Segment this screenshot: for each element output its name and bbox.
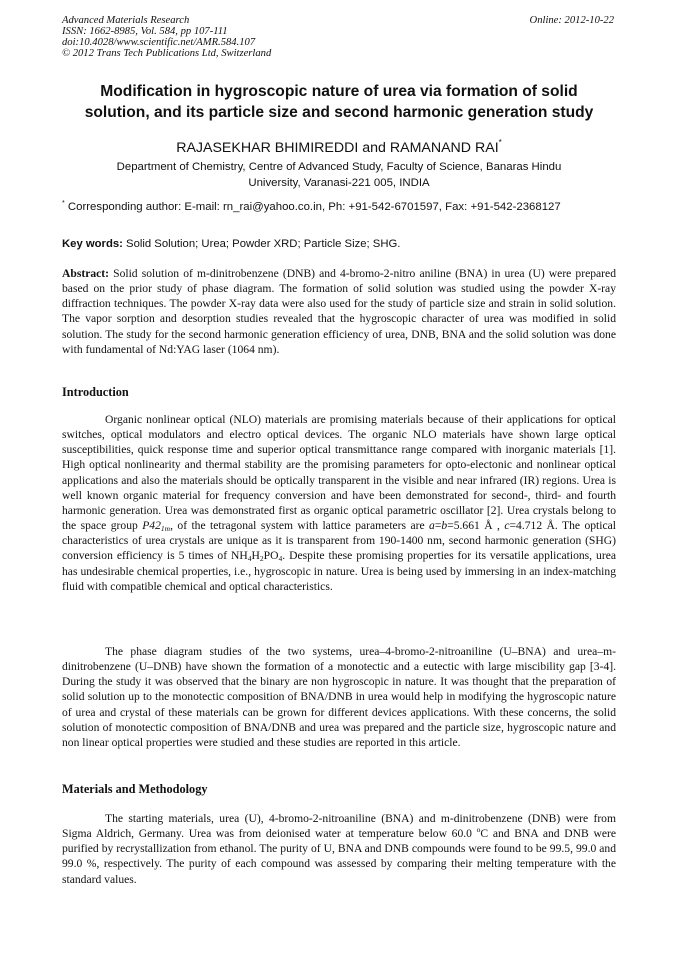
methods-text-a: The starting materials, urea (U), 4-bromo-2-nitroaniline (BNA) and m-dinitrobenzene (DNB) were from Sigma Aldrich, Germany. Urea was from deionised water at temperature below 60.0 [62,812,616,841]
lattice-c: c [504,519,510,533]
affiliation [60,159,618,191]
methods-text-b: C and BNA and DNB were purified by recrystallization from ethanol. The purity of U, BNA and DNB compounds were found to be 99.5, 99.0 and 99.0 %, respectively. The purity of each compound was assessed by comparing their melting temperature with the standard values. [62,827,616,886]
subscript-2: 2 [259,554,264,564]
paper-title [60,81,618,123]
formula-po: PO [263,549,279,563]
methods-paragraph-1 [62,811,616,887]
keywords-text: Solid Solution; Urea; Powder XRD; Particle Size; SHG. [122,238,401,250]
abstract-text: Solid solution of m-dinitrobenzene (DNB) and 4-bromo-2-nitro aniline (BNA) in urea (U) were prepared based on the prior study of phase diagram. The formation of solid solution was studied using the powder X-ray diffraction techniques. The powder X-ray data were also used for the study of particle size and strain in solid solution. The vapor sorption and desorption studies revealed that the hygroscopic character of urea was modified in solid solution. The study for the second harmonic generation efficiency of urea, DNB, BNA and the solid solution was done with fundamental of Nd:YAG laser (1064 nm). [62,267,616,356]
abstract [62,266,616,357]
corresponding-author [62,196,622,215]
abstract-label: Abstract: [62,267,110,280]
formula-h: H [251,549,260,563]
corresponding-author-text: Corresponding author: E-mail: rn_rai@yahoo.co.in, Ph: +91-542-6701597, Fax: +91-542-2368127 [64,201,561,213]
issn-line: ISSN: 1662-8985, Vol. 584, pp 107-111 [62,26,228,37]
intro-text-a: Organic nonlinear optical (NLO) materials are promising materials because of their applications for optical switches, optical modulators and electro optical devices. The organic NLO materials have shown large optical susceptibilities, quick response time and superior optical transmittance range compared with inorganic materials [1]. High optical nonlinearity and thermal stability are the promising parameters for opto-electonic and nonlinear optical applications and also the materials should be optically transparent in the visible and near infrared (IR) regions. Urea is well known organic material for frequency conversion and have been demonstrated for second-, third- and fourth harmonic generation. Urea was demonstrated first as organic optical parametric oscillator [2]. Urea crystals belong to the space group [62,413,616,533]
space-group-main: P42 [142,519,161,533]
keywords-label: Key words: [62,238,123,250]
introduction-paragraph-2: The phase diagram studies of the two systems, urea–4-bromo-2-nitroaniline (U–BNA) and urea–m-dinitrobenzene (U–DNB) have shown the formation of a monotectic and a eutectic with large miscibility gap [3-4]. During the study it was observed that the binary are non hygroscopic in nature. It was thought that the preparation of solid solution up to the monotectic composition of BNA/DNB in urea would help in modifying the hygroscopic nature of urea and crystal of these materials can be grown for different devices applications. With these concerns, the solid solution of monotectic composition of BNA/DNB and urea was prepared and the particle size, hygroscopic nature and non linear optical properties were studied and these studies are reported in this article. [62,645,616,749]
subscript-4: 4 [247,554,252,564]
equals-sign: = [434,519,442,533]
author-names: RAJASEKHAR BHIMIREDDI and RAMANAND RAI [176,140,499,156]
corresponding-mark: * [498,138,502,147]
lattice-b: b [441,519,448,533]
space-group-sub: 1m [160,524,171,534]
doi-line: doi:10.4028/www.scientific.net/AMR.584.107 [62,37,256,48]
section-heading-methods: Materials and Methodology [62,782,208,796]
journal-name: Advanced Materials Research [62,15,190,26]
online-date: Online: 2012-10-22 [529,15,614,26]
degree-superscript: o [476,825,481,835]
title-line-2: solution, and its particle size and second harmonic generation study [84,104,594,121]
introduction-paragraph-1 [62,412,616,594]
copyright-line: © 2012 Trans Tech Publications Ltd, Switzerland [62,48,272,59]
intro-text-b: , of the tetragonal system with lattice parameters are [170,519,430,533]
section-heading-introduction: Introduction [62,385,129,399]
subscript-4b: 4 [278,554,283,564]
authors [60,134,618,157]
journal-header [62,15,271,59]
intro-text-c: =4.712 Å. The optical characteristics of urea crystals are unique as it is transparent from 190-1400 nm, second harmonic generation (SHG) conversion efficiency is 5 times of NH [62,519,617,563]
lattice-a: a [429,519,435,533]
lattice-ab-value: =5.661 Å , [447,519,505,533]
keywords [62,237,618,252]
corresponding-footnote-mark: * [62,200,65,207]
title-line-1: Modification in hygroscopic nature of urea via formation of solid [100,83,578,100]
affiliation-line-2: University, Varanasi-221 005, INDIA [248,177,430,189]
intro-text-d: . Despite these promising properties for its versatile applications, urea has undesirable chemical properties, i.e., hygroscopic in nature. Urea is being used by immersing in an index-matching fluid with compatible chemical and optical characteristics. [62,549,616,593]
space-group [142,519,170,532]
affiliation-line-1: Department of Chemistry, Centre of Advanced Study, Faculty of Science, Banaras Hindu [116,161,562,173]
